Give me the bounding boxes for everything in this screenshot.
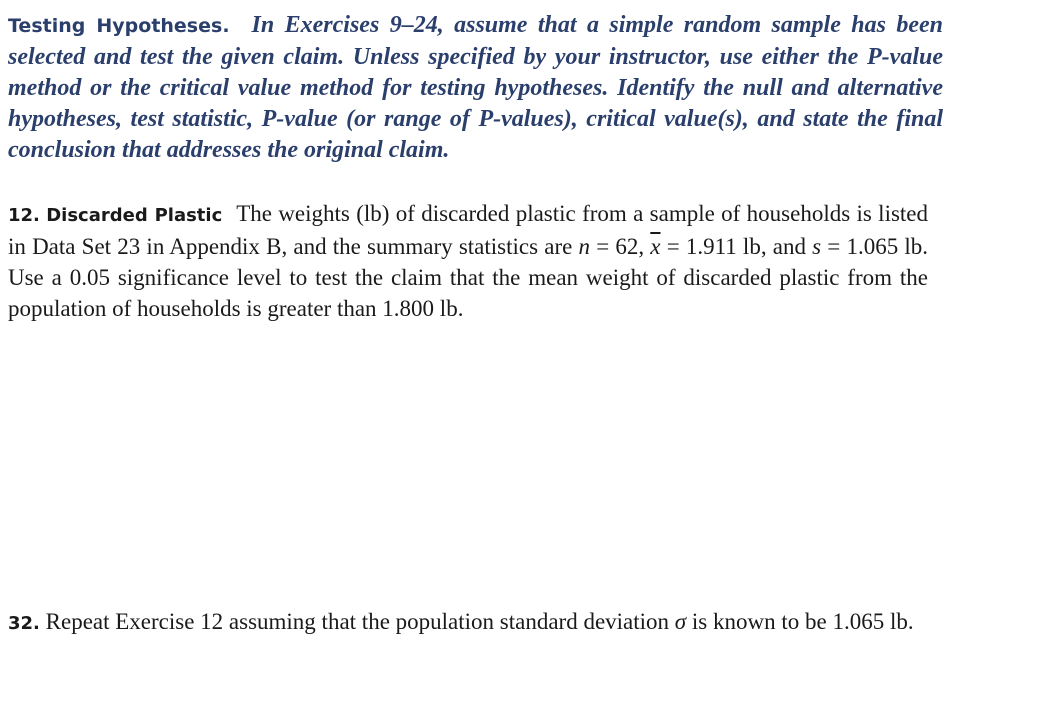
n-symbol: n [578,234,591,259]
exercise-32-text-2: is known to be 1.065 lb. [691,609,914,634]
instructions-body: In Exercises 9–24, assume that a simple random sample has been selected and test the given claim. Unless specified by your instructor, use either the P-value method or the critical value method for testing hypotheses. Identify the null and alternative hypotheses, test statistic, P-value (or range of P-values), critical value(s), and state the final conclusion that addresses the original claim. [8,12,943,163]
n-value: = 62, [596,234,645,259]
s-symbol: s [812,234,822,259]
exercise-32 [8,606,928,639]
exercise-32-text-1: Repeat Exercise 12 assuming that the population standard deviation [45,609,670,634]
x-bar-symbol: $\overline{x}$ [650,234,661,259]
instructions-heading: Testing Hypotheses. [8,15,230,37]
sigma-symbol: σ [674,609,687,634]
s-value: = 1.065 lb. [827,234,929,259]
exercise-32-number: 32. [8,613,40,634]
exercise-12-title: Discarded Plastic [46,205,223,226]
exercise-12-text-2: Use a 0.05 significance level to test the claim that the mean weight of discarded plastic from the population of households is greater than 1.800 lb. [8,265,928,321]
x-bar-value: = 1.911 lb, and [666,234,806,259]
exercise-12-number: 12. [8,205,40,226]
exercise-12-text-1: The weights (lb) of discarded plastic from a sample of households is listed in Data Set 23 in Appendix B, and the summary statistics are [8,201,929,259]
instructions-paragraph [8,10,943,166]
exercise-12 [8,198,928,324]
